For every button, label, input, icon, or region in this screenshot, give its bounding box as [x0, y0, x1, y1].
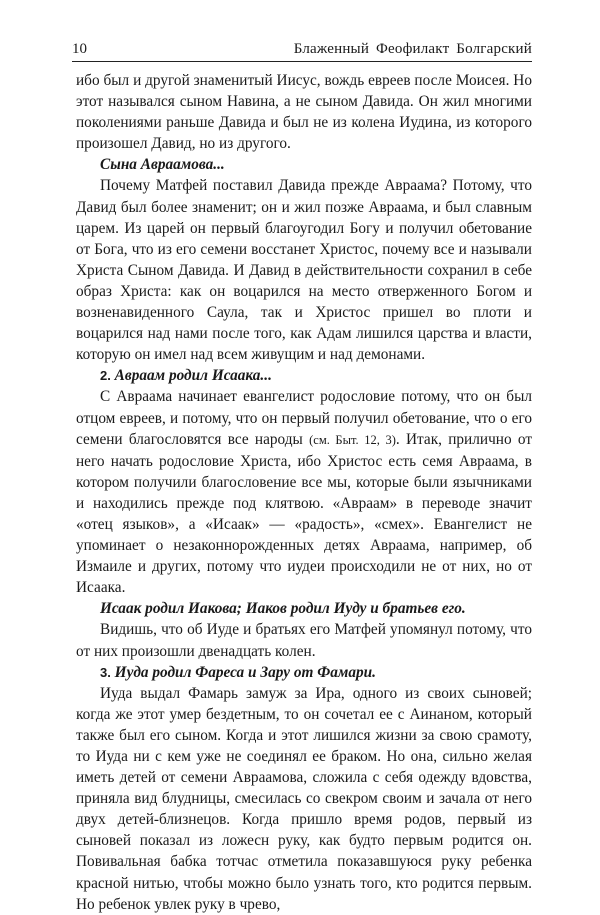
paragraph: Почему Матфей поставил Давида прежде Авраама? Потому, что Давид был более знаменит; он и жил позже Авраама, и был славным царем. Из царей он первый благоугодил Богу и получил обетование от Бога, что из его семени восстанет Христос, почему все и называли Христа Сыном Давида. И Давид в действительности сохранил в себе образ Христа: как он воцарился на место отверженного Богом и возненавиденного Саула, так и Христос пришел во плоти и воцарился над нами после того, как Адам лишился царства и власти, которую он имел над всем живущим и над демонами. [76, 177, 532, 364]
verse-number: 2. [100, 368, 111, 384]
running-title: Блаженный Феофилакт Болгарский [293, 41, 532, 57]
paragraph: ибо был и другой знаменитый Иисус, вождь евреев после Моисея. Но этот назывался сыном Навина, а не сыном Давида. Он жил многими поколениями раньше Давида и был не из колена Иудина, из которого произошел Давид, но из другого. [76, 72, 532, 153]
paragraph-text: С Авраама начинает евангелист родословие потому, что он был отцом евреев, и потому, что он первый получил обетование, что о его семени благословятся все народы [76, 388, 532, 448]
section-heading [76, 598, 532, 619]
paragraph: Иуда выдал Фамарь замуж за Ира, одного из своих сыновей; когда же этот умер бездетным, то он сочетал ее с Аинаном, который также был его сыном. Когда и этот лишился жизни за свою срамоту, то Иуда ни с кем уже не соединял ее браком. Но она, сильно желая иметь детей от семени Авраамова, сложила с себя одежду вдовства, приняла вид блудницы, смесилась со свекром своим и зачала от него двух детей-близнецов. Когда пришло время родов, первый из сыновей показал из ложесн руку, как будто первым родится он. Повивальная бабка тотчас отметила показавшуюся руку ребенка красной нитью, чтобы можно было узнать того, кто родится первым. Но ребенок увлек руку в чрево, [76, 684, 532, 913]
bible-reference: (см. Быт. 12, 3) [309, 432, 396, 447]
heading-text: Иуда родил Фареса и Зару от Фамари. [114, 663, 376, 681]
paragraph: Видишь, что об Иуде и братьях его Матфей упомянул потому, что от них произошли двенадцать колен. [76, 621, 532, 660]
heading-text: Исаак родил Иакова; Иаков родил Иуду и братьев его. [100, 600, 466, 618]
page-body [76, 70, 532, 915]
section-heading [76, 154, 532, 175]
paragraph [76, 386, 532, 598]
page-number: 10 [72, 41, 87, 57]
paragraph-text: . Итак, прилично от него начать родословие Христа, ибо Христос есть семя Авраама, в котором получили благословение все мы, которые были язычниками и находились прежде под клятвою. «Авраам» в переводе значит «отец языков», а «Исаак» — «радость», «смех». Евангелист не упоминает о незаконнорожденных детях Авраама, например, об Измаиле и других, потому что иудеи происходили не от них, но от Исаака. [76, 430, 533, 597]
verse-number: 3. [100, 664, 111, 680]
heading-text: Авраам родил Исаака... [114, 367, 272, 385]
heading-text: Сына Авраамова... [100, 156, 225, 174]
verse-heading [76, 365, 532, 386]
verse-heading [76, 662, 532, 683]
running-header [72, 36, 532, 62]
